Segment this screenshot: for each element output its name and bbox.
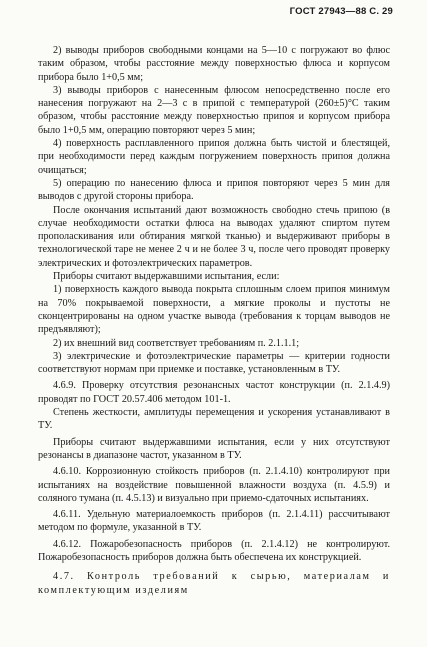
- paragraph: 4.6.10. Коррозионную стойкость приборов (п. 2.1.4.10) контролируют при испытаниях на воздействие повышенной влажности воздуха (п. 4.5.9) и соляного тумана (п. 4.5.13) и визуально при приемо-сдаточных испытаниях.: [38, 466, 390, 504]
- paragraph: 1) поверхность каждого вывода покрыта сплошным слоем припоя минимум на 70% покрываемой поверхности, а мягкие проколы и пустоты не сконцентрированы на одном участке вывода (требования к торцам выводов не предъявляют);: [38, 284, 390, 336]
- paragraph: Приборы считают выдержавшими испытания, если у них отсутствуют резонансы в диапазоне частот, указанном в ТУ.: [38, 436, 390, 461]
- paragraph: 5) операцию по нанесению флюса и припоя повторяют через 5 мин для выводов с другой стороны прибора.: [38, 177, 390, 203]
- paragraph: 2) выводы приборов свободными концами на 5—10 с погружают во флюс таким образом, чтобы расстояние между поверхностью флюса и корпусом прибора было 1+0,5 мм;: [38, 45, 390, 83]
- paragraph: 4.6.12. Пожаробезопасность приборов (п. 2.1.4.12) не контролируют. Пожаробезопасность приборов должна быть обеспечена их конструкцией.: [38, 538, 390, 563]
- paragraph: 3) электрические и фотоэлектрические параметры — критерии годности соответствуют нормам при приемке и поставке, установленным в ТУ.: [38, 350, 390, 376]
- page-header: ГОСТ 27943—88 С. 29: [289, 6, 393, 17]
- document-body: [38, 44, 390, 597]
- paragraph: 4.6.11. Удельную материалоемкость приборов (п. 2.1.4.11) рассчитывают методом по формуле, указанной в ТУ.: [38, 509, 390, 534]
- paragraph: После окончания испытаний дают возможность свободно стечь припою (в случае необходимости остатки флюса на выводах удаляют спиртом путем прополаскивания или обтирания мягкой тканью) и выдерживают приборы в технологической таре не менее 2 ч и не более 3 ч, после чего проводят проверку электрических и фотоэлектрических параметров.: [38, 204, 390, 269]
- paragraph: Приборы считают выдержавшими испытания, если:: [53, 271, 280, 283]
- paragraph: 3) выводы приборов с нанесенным флюсом непосредственно после его нанесения погружают на 2—3 с в припой с температурой (260±5)°С таким образом, чтобы расстояние между поверхностью припоя и корпусом прибора было 1+0,5 мм, операцию повторяют через 5 мин;: [38, 84, 390, 136]
- paragraph: 4) поверхность расплавленного припоя должна быть чистой и блестящей, при необходимости перед каждым погружением поверхность припоя должна очищаться;: [38, 138, 390, 176]
- paragraph: Степень жесткости, амплитуды перемещения и ускорения устанавливают в ТУ.: [38, 407, 390, 432]
- paragraph: 4.6.9. Проверку отсутствия резонансных частот конструкции (п. 2.1.4.9) проводят по ГОСТ 20.57.406 методом 101-1.: [38, 380, 390, 405]
- section-heading: 4.7. Контроль требований к сырью, материалам и комплектующим изделиям: [38, 571, 390, 596]
- paragraph: 2) их внешний вид соответствует требованиям п. 2.1.1.1;: [53, 337, 300, 349]
